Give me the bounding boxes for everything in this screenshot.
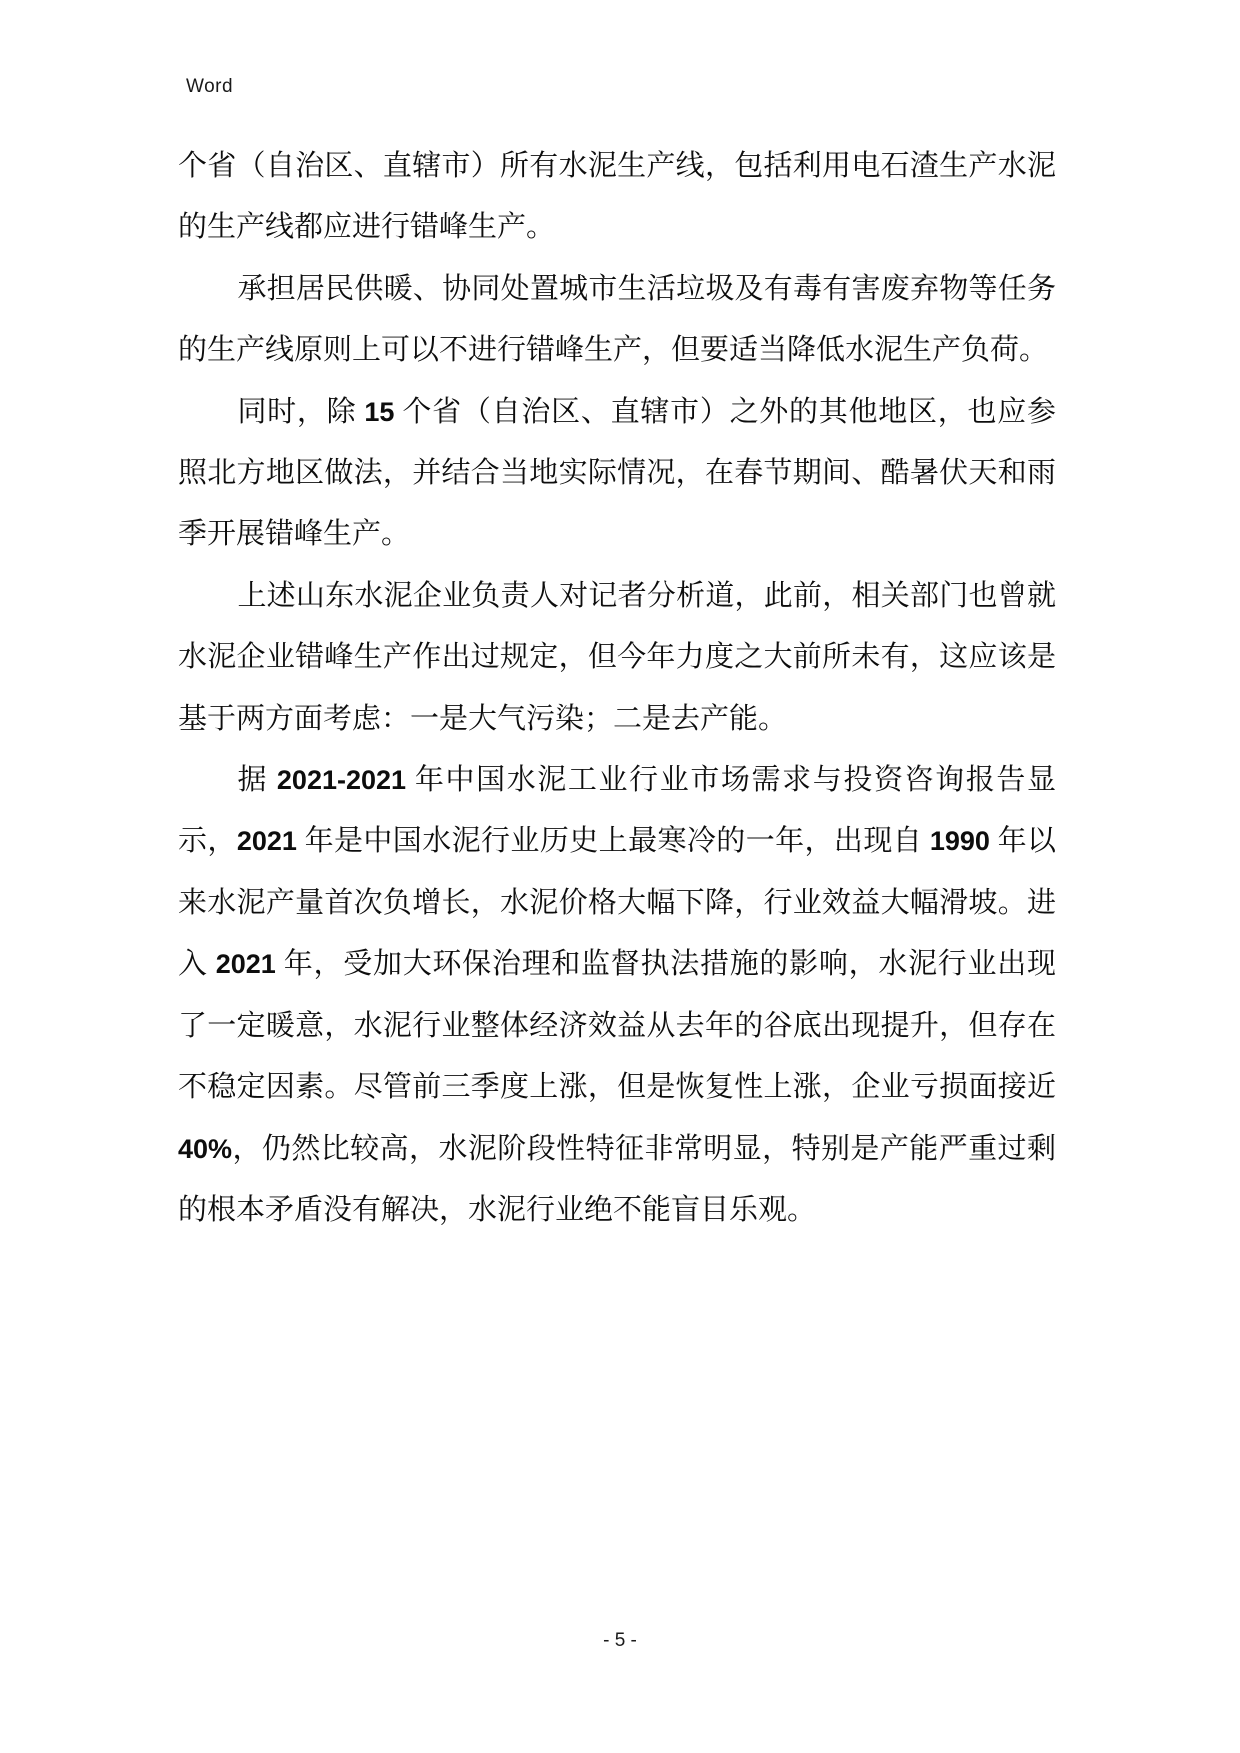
paragraph: 承担居民供暖、协同处置城市生活垃圾及有毒有害废弃物等任务的生产线原则上可以不进行错峰生产，但要适当降低水泥生产负荷。 [178,272,1056,367]
paragraph: 同时，除 15 个省（自治区、直辖市）之外的其他地区，也应参照北方地区做法，并结合当地实际情况，在春节期间、酷暑伏天和雨季开展错峰生产。 [178,395,1056,551]
paragraph: 个省（自治区、直辖市）所有水泥生产线，包括利用电石渣生产水泥的生产线都应进行错峰生产。 [178,150,1056,244]
app-label: Word [186,76,234,97]
document-body [178,136,1056,1241]
page-number: - 5 - [603,1630,637,1651]
paragraph: 上述山东水泥企业负责人对记者分析道，此前，相关部门也曾就水泥企业错峰生产作出过规定，但今年力度之大前所未有，这应该是基于两方面考虑：一是大气污染；二是去产能。 [178,579,1056,735]
paragraph: 据 2021-2021 年中国水泥工业行业市场需求与投资咨询报告显示，2021 年是中国水泥行业历史上最寒冷的一年，出现自 1990 年以来水泥产量首次负增长，水泥价格大幅下降，行业效益大幅滑坡。进入 2021 年，受加大环保治理和监督执法措施的影响，水泥行业出现了一定暖意，水泥行业整体经济效益从去年的谷底出现提升，但存在不稳定因素。尽管前三季度上涨，但是恢复性上涨，企业亏损面接近 40%，仍然比较高，水泥阶段性特征非常明显，特别是产能严重过剩的根本矛盾没有解决，水泥行业绝不能盲目乐观。 [178,764,1056,1226]
page-footer [0,1630,1240,1652]
